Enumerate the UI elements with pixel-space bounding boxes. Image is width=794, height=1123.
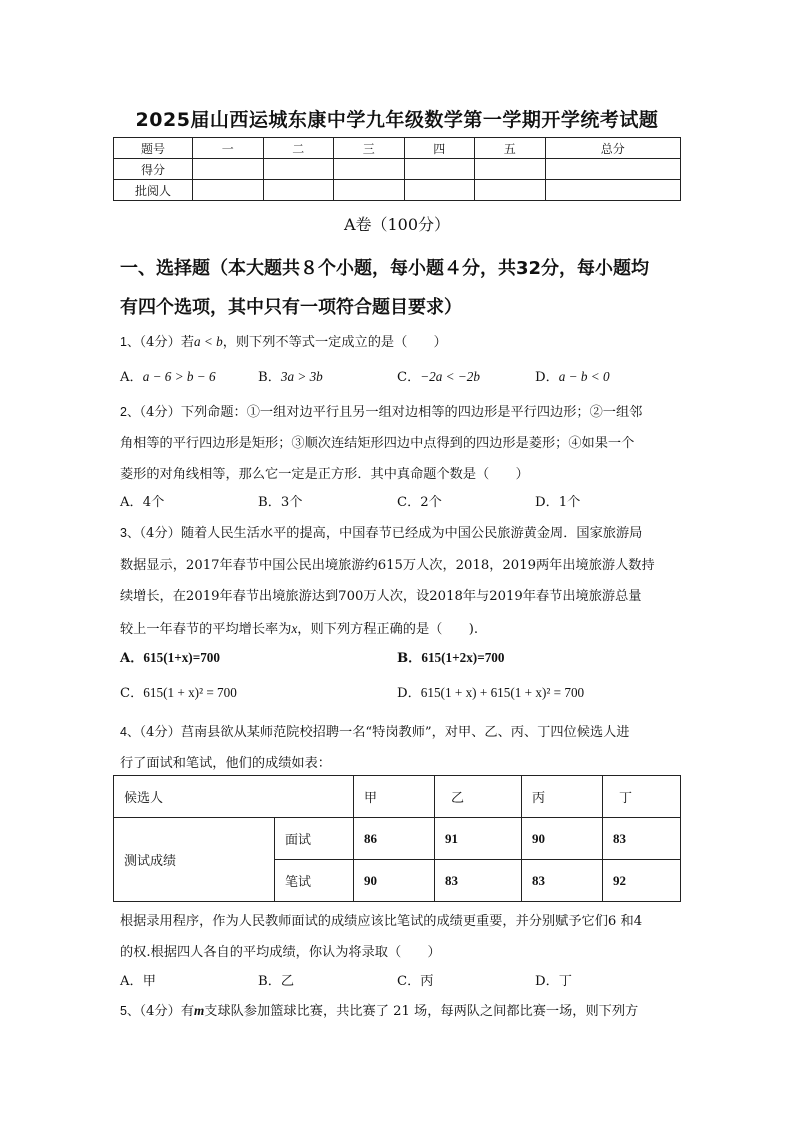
score-cell (545, 159, 681, 180)
table-group-label: 测试成绩 (114, 818, 275, 902)
table-cell: 90 (522, 818, 603, 860)
question-text: 莒南县欲从某师范院校招聘一名“特岗教师”，对甲、乙、丙、丁四位候选人进 (180, 725, 630, 740)
option-a[interactable]: A．615(1+x)=700 (120, 650, 220, 666)
table-cell: 83 (522, 860, 603, 902)
question-text: 较上一年春节的平均增长率为 (120, 621, 292, 637)
question-number: 2、 (120, 405, 140, 419)
question-text: 行了面试和笔试，他们的成绩如表： (120, 756, 331, 771)
score-cell (193, 180, 264, 201)
score-cell (404, 159, 475, 180)
option-c[interactable]: C．615(1 + x)² = 700 (120, 685, 237, 701)
question-text: 支球队参加篮球比赛，共比赛了 21 场，每两队之间都比赛一场，则下列方 (204, 1004, 639, 1019)
math-expression: a < b (194, 334, 223, 349)
score-cell (404, 180, 475, 201)
score-header-cell: 总分 (545, 138, 681, 159)
question-5 (120, 1001, 680, 1022)
table-cell: 83 (435, 860, 522, 902)
score-cell (545, 180, 681, 201)
question-text: 随着人民生活水平的提高，中国春节已经成为中国公民旅游黄金周．国家旅游局 (180, 526, 643, 541)
question-score: （4分） (139, 405, 181, 420)
question-text: 下列命题：①一组对边平行且另一组对边相等的四边形是平行四边形；②一组邻 (180, 405, 643, 420)
option-a[interactable]: A．a − 6 > b − 6 (120, 369, 216, 385)
score-header-cell: 三 (334, 138, 405, 159)
score-cell (263, 180, 334, 201)
option-b[interactable]: B．615(1+2x)=700 (397, 650, 505, 666)
table-cell: 83 (603, 818, 681, 860)
table-row-label: 面试 (275, 818, 354, 860)
question-text: 若 (180, 335, 194, 350)
table-cell: 91 (435, 818, 522, 860)
question-text: 续增长，在2019年春节出境旅游达到700万人次，设2018年与2019年春节出境旅游总量 (120, 589, 642, 604)
question-number: 5、 (120, 1004, 140, 1018)
options-q3-row1 (120, 647, 680, 667)
option-d[interactable]: D．丁 (535, 974, 572, 989)
table-header-cell: 甲 (354, 776, 435, 818)
question-text: 菱形的对角线相等，那么它一定是正方形．其中真命题个数是（ ） (120, 467, 529, 482)
question-text: 有 (180, 1004, 194, 1019)
section-heading-line2: 有四个选项，其中只有一项符合题目要求） (120, 297, 462, 318)
score-header-cell: 题号 (114, 138, 193, 159)
option-c[interactable]: C．2个 (397, 495, 442, 510)
score-header-cell: 五 (475, 138, 546, 159)
score-header-cell: 一 (193, 138, 264, 159)
score-cell (334, 180, 405, 201)
table-cell: 92 (603, 860, 681, 902)
question-4-continued (120, 906, 680, 968)
score-table-row (114, 180, 681, 201)
table-header-cell: 候选人 (114, 776, 354, 818)
question-4 (120, 717, 680, 779)
question-score: （4分） (139, 725, 181, 740)
option-d[interactable]: D．1个 (535, 495, 581, 510)
table-row (114, 818, 681, 860)
option-c[interactable]: C．丙 (397, 974, 434, 989)
candidate-scores-table (113, 775, 681, 902)
score-cell (475, 180, 546, 201)
question-text: 数据显示，2017年春节中国公民出境旅游约615万人次，2018，2019两年出境旅游人数持 (120, 557, 655, 573)
option-d[interactable]: D．a − b < 0 (535, 369, 610, 385)
question-score: （4分） (139, 335, 181, 350)
score-row-label: 得分 (114, 159, 193, 180)
variable-x: x (291, 620, 298, 636)
options-q1 (120, 366, 680, 386)
section-heading-line1: 一、选择题（本大题共８个小题，每小题４分，共32分，每小题均 (120, 258, 650, 279)
table-cell: 86 (354, 818, 435, 860)
option-a[interactable]: A．4个 (120, 495, 165, 510)
table-header-cell: 乙 (435, 776, 522, 818)
option-a[interactable]: A．甲 (120, 974, 156, 989)
options-q3-row2 (120, 682, 680, 702)
question-text: 角相等的平行四边形是矩形；③顺次连结矩形四边中点得到的四边形是菱形；④如果一个 (120, 436, 635, 451)
table-header-cell: 丁 (603, 776, 681, 818)
score-header-cell: 二 (263, 138, 334, 159)
variable-m: m (194, 1003, 205, 1018)
table-row-label: 笔试 (275, 860, 354, 902)
score-cell (334, 159, 405, 180)
table-header-cell: 丙 (522, 776, 603, 818)
score-cell (263, 159, 334, 180)
option-b[interactable]: B．3个 (258, 495, 303, 510)
table-cell: 90 (354, 860, 435, 902)
option-c[interactable]: C．−2a < −2b (397, 369, 480, 385)
question-score: （4分） (139, 526, 181, 541)
question-text: 根据录用程序，作为人民教师面试的成绩应该比笔试的成绩更重要，并分别赋予它们6 和4 (120, 914, 643, 929)
option-d[interactable]: D．615(1 + x) + 615(1 + x)² = 700 (397, 685, 585, 701)
paper-a-subtitle: A卷（100分） (343, 215, 451, 234)
score-row-label: 批阅人 (114, 180, 193, 201)
options-q4 (120, 970, 680, 990)
question-score: （4分） (139, 1004, 181, 1019)
score-cell (193, 159, 264, 180)
score-cell (475, 159, 546, 180)
score-table-row (114, 159, 681, 180)
question-number: 1、 (120, 335, 140, 349)
option-b[interactable]: B．乙 (258, 974, 295, 989)
question-2 (120, 397, 680, 490)
question-1 (120, 332, 680, 353)
question-text: ，则下列不等式一定成立的是（ ） (222, 335, 447, 350)
options-q2 (120, 491, 680, 511)
table-row (114, 776, 681, 818)
question-3 (120, 518, 680, 645)
question-text: 的权.根据四人各自的平均成绩，你认为将录取（ ） (120, 945, 441, 960)
score-table-header-row (114, 138, 681, 159)
question-text: ，则下列方程正确的是（ ). (297, 621, 479, 637)
score-header-cell: 四 (404, 138, 475, 159)
question-number: 3、 (120, 526, 140, 540)
score-table (113, 137, 681, 201)
exam-title: 2025届山西运城东康中学九年级数学第一学期开学统考试题 (135, 109, 659, 131)
option-b[interactable]: B．3a > 3b (258, 369, 323, 385)
question-number: 4、 (120, 725, 140, 739)
